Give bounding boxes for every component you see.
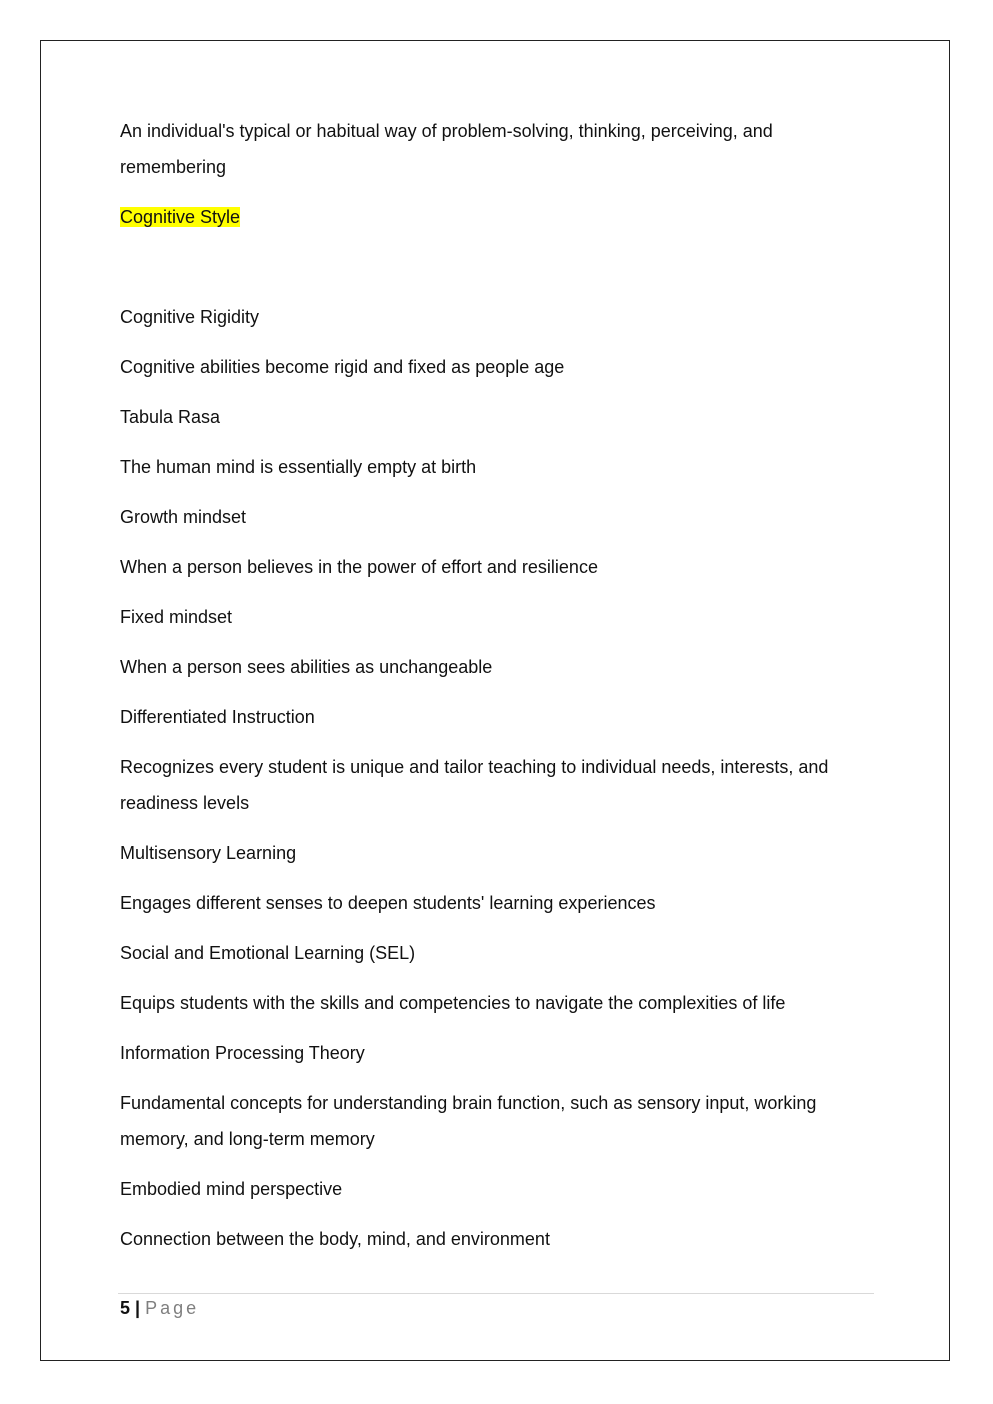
document-body [120, 113, 860, 1271]
definition-information-processing-theory: Fundamental concepts for understanding brain function, such as sensory input, working memory, and long-term memory [120, 1093, 817, 1149]
definition-multisensory-learning: Engages different senses to deepen students' learning experiences [120, 893, 656, 913]
definition-differentiated-instruction: Recognizes every student is unique and tailor teaching to individual needs, interests, and readiness levels [120, 757, 829, 813]
footer-separator: | [135, 1298, 141, 1318]
term-fixed-mindset: Fixed mindset [120, 607, 233, 627]
term-cognitive-style [120, 199, 860, 235]
definition-fixed-mindset: When a person sees abilities as unchangeable [120, 657, 493, 677]
definition-sel: Equips students with the skills and competencies to navigate the complexities of life [120, 993, 786, 1013]
term-differentiated-instruction: Differentiated Instruction [120, 707, 315, 727]
page-number: 5 [120, 1298, 131, 1318]
footer-divider [118, 1293, 874, 1294]
definition-growth-mindset: When a person believes in the power of effort and resilience [120, 557, 598, 577]
blank-line [120, 249, 860, 299]
definition-cognitive-style: An individual's typical or habitual way of problem-solving, thinking, perceiving, and remembering [120, 121, 773, 177]
highlighted-term: Cognitive Style [120, 207, 241, 227]
page-label: Page [145, 1298, 200, 1318]
term-embodied-mind: Embodied mind perspective [120, 1179, 343, 1199]
page-footer [120, 1296, 199, 1320]
term-information-processing-theory: Information Processing Theory [120, 1043, 365, 1063]
definition-embodied-mind: Connection between the body, mind, and environment [120, 1229, 550, 1249]
term-tabula-rasa: Tabula Rasa [120, 407, 221, 427]
definition-cognitive-rigidity: Cognitive abilities become rigid and fixed as people age [120, 357, 565, 377]
term-multisensory-learning: Multisensory Learning [120, 843, 297, 863]
term-cognitive-rigidity: Cognitive Rigidity [120, 307, 260, 327]
term-sel: Social and Emotional Learning (SEL) [120, 943, 416, 963]
definition-tabula-rasa: The human mind is essentially empty at birth [120, 457, 477, 477]
term-growth-mindset: Growth mindset [120, 507, 247, 527]
